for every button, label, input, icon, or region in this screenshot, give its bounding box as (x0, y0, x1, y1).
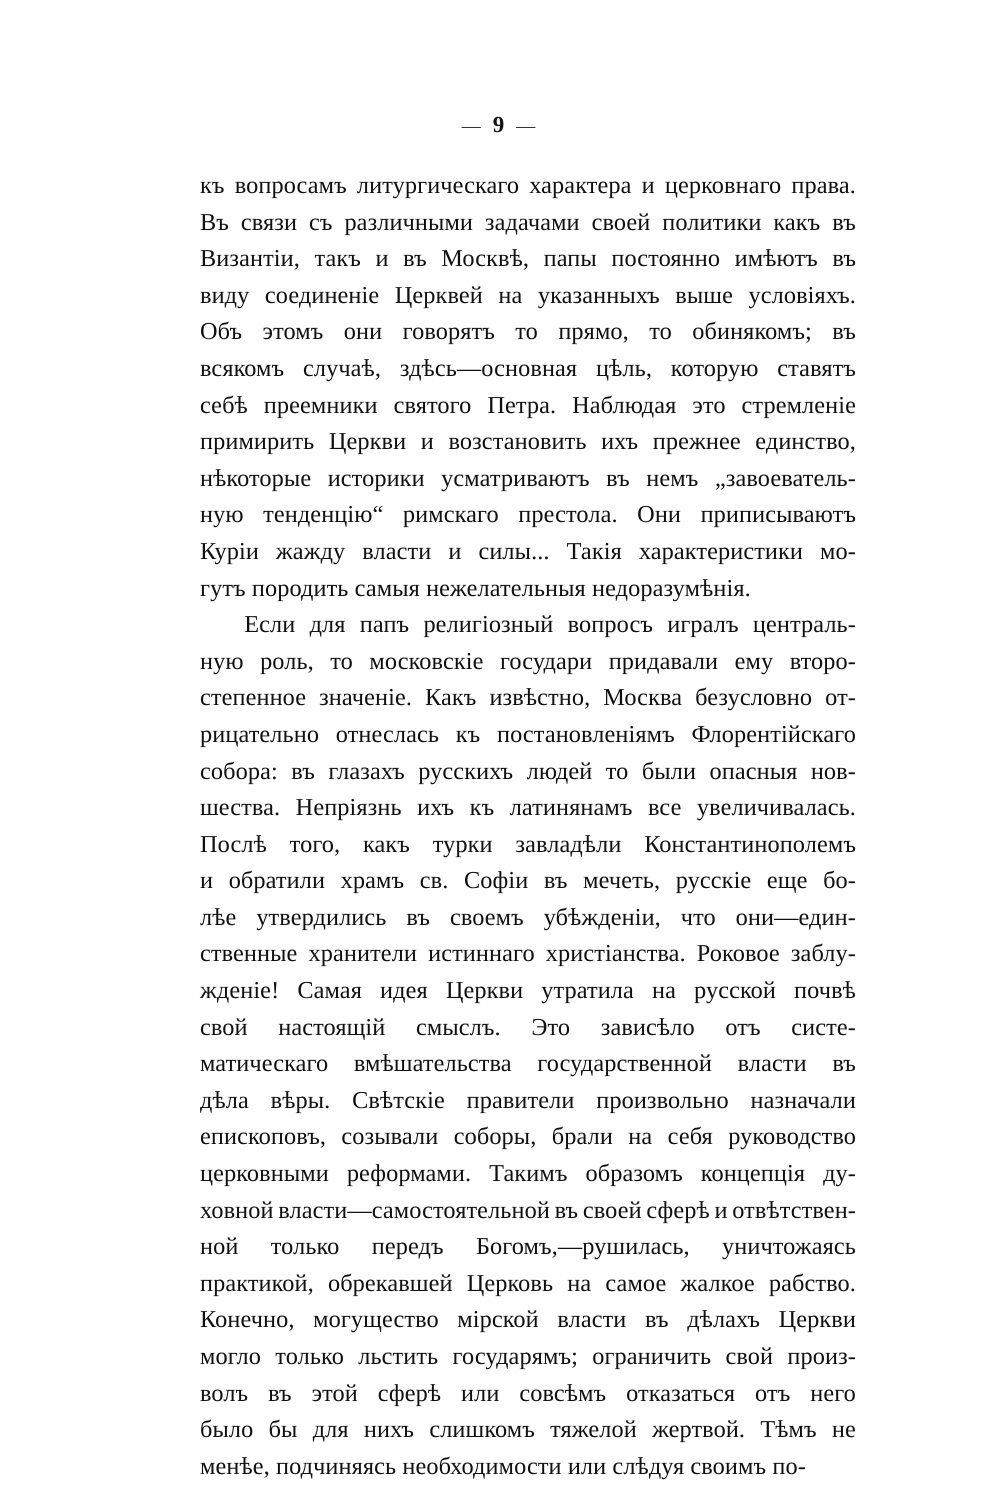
text-word: римскаго (402, 501, 499, 529)
text-word: Церкви (328, 428, 407, 456)
text-line (200, 1119, 856, 1156)
text-word: русскіе (675, 867, 752, 895)
text-word: ную (200, 501, 244, 529)
text-word: идея (380, 977, 428, 1005)
text-word: въ (832, 318, 856, 346)
text-line: менѣе, подчиняясь необходимости или слѣдуя своимъ по- (200, 1452, 806, 1480)
text-word: всякомъ (200, 354, 285, 382)
text-word: Тѣмъ (760, 1416, 817, 1444)
text-word: отвѣтствен- (732, 1196, 856, 1224)
text-word: образомъ (585, 1160, 683, 1188)
text-word: отнеслась (335, 720, 440, 748)
text-word: бо- (823, 867, 856, 895)
text-word: то (515, 318, 538, 346)
text-word: степенное (200, 684, 307, 712)
text-word: сферѣ (377, 1379, 442, 1407)
text-word: Свѣтскіе (352, 1086, 445, 1114)
text-word: еще (766, 867, 808, 895)
text-word: утвердились (256, 903, 387, 931)
text-word: и (200, 867, 214, 895)
text-word: церковными (200, 1160, 329, 1188)
text-word: Роковое (696, 940, 780, 968)
text-line (200, 1156, 856, 1193)
text-line (200, 936, 856, 973)
text-word: Такимъ (489, 1160, 568, 1188)
text-word: въ (268, 1379, 292, 1407)
text-line (200, 314, 856, 351)
text-word: Какъ (425, 684, 477, 712)
text-line (200, 863, 856, 900)
text-word: Константинополемъ (644, 830, 856, 858)
folio-left-dash: — (461, 116, 484, 137)
text-word: на (498, 281, 523, 309)
body-text-block (200, 168, 856, 1485)
text-word: и (714, 1196, 728, 1224)
text-word: жертвой. (652, 1416, 746, 1444)
text-word: власти—самостоятельной (278, 1196, 550, 1224)
text-word: Церкви (445, 977, 524, 1005)
text-word: произвольно (596, 1086, 729, 1114)
text-line (200, 497, 856, 534)
text-word: и (641, 172, 655, 199)
text-word: власти (557, 1306, 627, 1334)
text-word: говорятъ (402, 318, 495, 346)
text-word: дѣла (200, 1086, 249, 1114)
text-word: задачами (484, 208, 580, 236)
text-word: къ (200, 172, 225, 199)
text-word: мечеть, (583, 867, 661, 895)
folio-right-dash: — (516, 116, 539, 137)
text-word: приписываютъ (700, 501, 856, 529)
text-word: мо- (820, 537, 856, 565)
text-word: русской (694, 977, 776, 1005)
text-word: и (420, 428, 434, 456)
text-word: прежнее (652, 428, 741, 456)
text-word: Флорентійскаго (691, 720, 856, 748)
text-word: Церкви (778, 1306, 856, 1334)
text-word: брали (551, 1123, 613, 1151)
text-word: были (641, 757, 697, 785)
text-word: какъ (362, 830, 410, 858)
text-word: руководство (728, 1123, 856, 1151)
text-word: почвѣ (794, 977, 856, 1005)
text-line (200, 1193, 856, 1230)
text-line (200, 1376, 856, 1413)
text-word: настоящій (278, 1013, 386, 1041)
text-word: обрекавшей (327, 1269, 453, 1297)
text-word: уничтожаясь (722, 1233, 856, 1261)
text-word: на (628, 1123, 653, 1151)
text-word: какъ (773, 208, 821, 236)
text-word: ихъ (601, 428, 639, 456)
text-word: сферѣ (646, 1196, 710, 1224)
text-word: на (651, 977, 676, 1005)
text-word: постановленіямъ (496, 720, 675, 748)
text-word: или (461, 1379, 500, 1407)
text-word: не (831, 1416, 856, 1444)
text-word: въ (543, 867, 568, 895)
text-word: концепція (700, 1160, 806, 1188)
text-word: придавали (608, 647, 719, 675)
text-word: него (810, 1379, 856, 1407)
text-word: мірской (457, 1306, 539, 1334)
text-line (200, 241, 856, 278)
text-word: различными (344, 208, 474, 236)
text-word: волъ (200, 1379, 249, 1407)
text-line (200, 351, 856, 388)
text-word: свой (725, 1343, 774, 1370)
text-word: характеристики (638, 537, 804, 565)
text-word: ихъ (417, 794, 455, 822)
text-word: вопросъ (567, 611, 654, 639)
text-word: въ (291, 757, 315, 785)
folio-number: 9 (492, 112, 508, 137)
text-word: Они (637, 501, 682, 529)
text-word: убѣжденіи, (543, 903, 661, 931)
text-word: Церквей (394, 281, 483, 309)
text-word: могло (200, 1343, 262, 1370)
text-word: обинякомъ; (692, 318, 812, 346)
text-word: глазахъ (328, 757, 405, 785)
text-word: себя (667, 1123, 713, 1151)
text-word: реформами. (346, 1160, 472, 1188)
text-word: себѣ (200, 391, 248, 419)
text-word: роль, (260, 647, 314, 675)
text-word: въ (554, 1196, 579, 1224)
page-number-folio (0, 112, 1000, 138)
text-word: связи (240, 208, 298, 236)
text-word: престола. (518, 501, 618, 529)
text-word: нов- (810, 757, 856, 785)
text-word: это (692, 391, 726, 419)
text-word: въ (403, 245, 427, 273)
text-word: тяжелой (550, 1416, 637, 1444)
text-line (200, 388, 856, 425)
text-word: и (375, 245, 389, 273)
text-word: этой (311, 1379, 358, 1407)
text-word: имѣютъ (734, 245, 818, 273)
text-line (200, 1046, 856, 1083)
text-word: лѣе (200, 903, 237, 931)
text-word: Если (244, 611, 296, 639)
text-line (200, 1229, 856, 1266)
text-word: Куріи (200, 537, 259, 565)
text-word: характера (529, 172, 632, 199)
text-word: папы (543, 245, 597, 273)
text-word: заблу- (790, 940, 856, 968)
text-word: Церковь (466, 1269, 554, 1297)
text-word: что (680, 903, 716, 931)
text-word: турки (432, 830, 493, 858)
text-word: дѣлахъ (687, 1306, 761, 1334)
text-word: нѣкоторые (200, 464, 312, 492)
text-word: ду- (823, 1160, 856, 1188)
text-line (200, 1266, 856, 1303)
text-word: цѣль, (596, 354, 652, 382)
text-word: практикой, (200, 1269, 314, 1297)
text-word: въ (832, 245, 856, 273)
text-word: хранители (308, 940, 418, 968)
text-word: Москвѣ, (441, 245, 530, 273)
text-word: Москва (603, 684, 683, 712)
text-word: централь- (752, 611, 856, 639)
text-line (200, 1010, 856, 1047)
text-word: виду (200, 281, 250, 309)
text-word: св. (419, 867, 449, 895)
text-word: отъ (725, 1013, 761, 1041)
text-word: „завоеватель- (714, 464, 856, 492)
text-word: Петра. (487, 391, 557, 419)
text-word: Непріязнь (295, 794, 402, 822)
text-word: права. (791, 172, 856, 199)
text-line (200, 680, 856, 717)
text-line (200, 644, 856, 681)
text-word: случаѣ, (302, 354, 382, 382)
text-word: власти (737, 1050, 807, 1078)
text-word: въ (832, 1050, 856, 1078)
text-line: гутъ породить самыя нежелательныя недоразумѣнія. (200, 574, 751, 602)
text-word: жажду (275, 537, 346, 565)
text-word: къ (455, 720, 481, 748)
text-word: вопросамъ (234, 172, 347, 199)
text-word: созывали (341, 1123, 439, 1151)
text-word: было (200, 1416, 254, 1444)
text-word: государственной (537, 1050, 712, 1078)
text-word: Богомъ,—рушилась, (476, 1233, 690, 1261)
text-line (200, 424, 856, 461)
text-word: храмъ (340, 867, 405, 895)
text-word: усматриваютъ (441, 464, 590, 492)
text-word: второ- (789, 647, 856, 675)
text-word: Наблюдая (572, 391, 677, 419)
text-word: указанныхъ (537, 281, 660, 309)
text-word: условіяхъ. (748, 281, 856, 309)
text-word: шества. (200, 794, 281, 822)
text-word: въ (406, 903, 431, 931)
text-word: церковнаго (664, 172, 782, 199)
text-word: этомъ (262, 318, 324, 346)
text-word: власти (362, 537, 432, 565)
text-word: нихъ (363, 1416, 415, 1444)
text-word: государямъ; (452, 1343, 578, 1370)
text-word: примирить (200, 428, 315, 456)
text-word: ховной (200, 1196, 274, 1224)
text-word: папъ (359, 611, 410, 639)
text-word: произ- (787, 1343, 856, 1370)
text-word: ставятъ (777, 354, 856, 382)
text-word: самое (605, 1269, 667, 1297)
text-word: могущество (313, 1306, 439, 1334)
text-line (200, 973, 856, 1010)
text-word: Самая (297, 977, 362, 1005)
text-word: въ (832, 208, 856, 236)
text-word: то (649, 318, 672, 346)
text-word: ной (200, 1233, 239, 1261)
text-word: Конечно, (200, 1306, 295, 1334)
text-word: матическаго (200, 1050, 329, 1078)
text-word: русскихъ (418, 757, 514, 785)
text-word: они—един- (735, 903, 856, 931)
text-line (200, 607, 856, 644)
text-word: только (270, 1233, 340, 1261)
text-word: литургическаго (356, 172, 520, 199)
text-word: жденіе! (200, 977, 280, 1005)
text-word: истиннаго (428, 940, 535, 968)
text-word: то (330, 647, 353, 675)
text-word: Византіи, (200, 245, 300, 273)
text-word: единство, (755, 428, 856, 456)
text-word: бы (268, 1416, 298, 1444)
text-word: Въ (200, 208, 229, 236)
text-word: силы... (478, 537, 550, 565)
text-word: къ (469, 794, 495, 822)
text-line (200, 790, 856, 827)
text-word: постоянно (611, 245, 721, 273)
text-word: для (312, 1416, 349, 1444)
text-word: своей (591, 208, 651, 236)
text-word: Такія (566, 537, 622, 565)
text-word: ную (200, 647, 244, 675)
text-line (200, 278, 856, 315)
text-word: которую (670, 354, 759, 382)
text-line (200, 461, 856, 498)
text-word: совсѣмъ (519, 1379, 607, 1407)
text-word: вѣры. (270, 1086, 331, 1114)
text-word: немъ (646, 464, 699, 492)
text-word: зависѣло (600, 1013, 695, 1041)
text-word: слишкомъ (429, 1416, 535, 1444)
text-word: прямо, (558, 318, 629, 346)
text-word: увеличивалась. (696, 794, 856, 822)
text-line (200, 754, 856, 791)
text-word: отъ (755, 1379, 791, 1407)
text-word: религіозный (423, 611, 554, 639)
text-word: ему (734, 647, 774, 675)
text-word: для (309, 611, 346, 639)
text-word: вмѣшательства (353, 1050, 512, 1078)
text-word: обратили (228, 867, 326, 895)
text-word: политики (662, 208, 762, 236)
text-word: въ (644, 1306, 669, 1334)
text-word: государи (499, 647, 593, 675)
text-word: тенденцію“ (263, 501, 384, 529)
text-word: свой (200, 1013, 248, 1041)
text-word: того, (289, 830, 341, 858)
text-word: правители (466, 1086, 575, 1114)
text-word: извѣстно, (489, 684, 591, 712)
text-word: возстановить (448, 428, 587, 456)
text-word: Это (531, 1013, 571, 1041)
text-word: въ (606, 464, 630, 492)
text-word: выше (675, 281, 733, 309)
text-line (200, 168, 856, 205)
text-word: преемники (263, 391, 378, 419)
text-word: безусловно (695, 684, 813, 712)
text-word: такъ (314, 245, 361, 273)
text-word: московскіе (369, 647, 484, 675)
text-line (200, 827, 856, 864)
text-word: латинянамъ (509, 794, 633, 822)
text-word: только (275, 1343, 344, 1370)
text-word: святого (393, 391, 472, 419)
text-line (200, 717, 856, 754)
text-word: ограничить (592, 1343, 712, 1370)
text-word: съ (308, 208, 333, 236)
text-line (200, 1302, 856, 1339)
text-word: завладѣли (515, 830, 622, 858)
text-word: Софіи (463, 867, 529, 895)
text-word: ственные (200, 940, 298, 968)
text-word: соединеніе (264, 281, 380, 309)
text-line (200, 1339, 856, 1376)
text-word: своей (582, 1196, 642, 1224)
text-word: то (605, 757, 629, 785)
text-word: все (647, 794, 682, 822)
text-word: людей (526, 757, 593, 785)
text-word: епископовъ, (200, 1123, 327, 1151)
text-word: от- (825, 684, 856, 712)
text-word: рицательно (200, 720, 320, 748)
text-word: Послѣ (200, 830, 267, 858)
text-line (200, 900, 856, 937)
text-line (200, 1083, 856, 1120)
text-word: значеніе. (319, 684, 413, 712)
text-word: на (567, 1269, 592, 1297)
text-word: систе- (791, 1013, 856, 1041)
text-word: стремленіе (741, 391, 856, 419)
text-word: они (343, 318, 383, 346)
text-word: собора: (200, 757, 278, 785)
text-word: игралъ (667, 611, 739, 639)
text-word: опасныя (709, 757, 798, 785)
text-word: назначали (750, 1086, 856, 1114)
text-line (200, 205, 856, 242)
text-word: жалкое (680, 1269, 755, 1297)
text-word: отказаться (626, 1379, 736, 1407)
text-word: историки (327, 464, 425, 492)
paragraph-indent (200, 607, 230, 644)
text-word: передъ (371, 1233, 444, 1261)
text-word: своемъ (449, 903, 524, 931)
text-word: христіанства. (545, 940, 686, 968)
text-word: соборы, (453, 1123, 537, 1151)
text-line (200, 534, 856, 571)
text-word: утратила (541, 977, 634, 1005)
text-word: рабство. (768, 1269, 856, 1297)
text-word: смыслъ. (416, 1013, 501, 1041)
text-word: Объ (200, 318, 243, 346)
text-word: и (448, 537, 462, 565)
text-word: льстить (358, 1343, 439, 1370)
text-word: здѣсь—основная (399, 354, 578, 382)
